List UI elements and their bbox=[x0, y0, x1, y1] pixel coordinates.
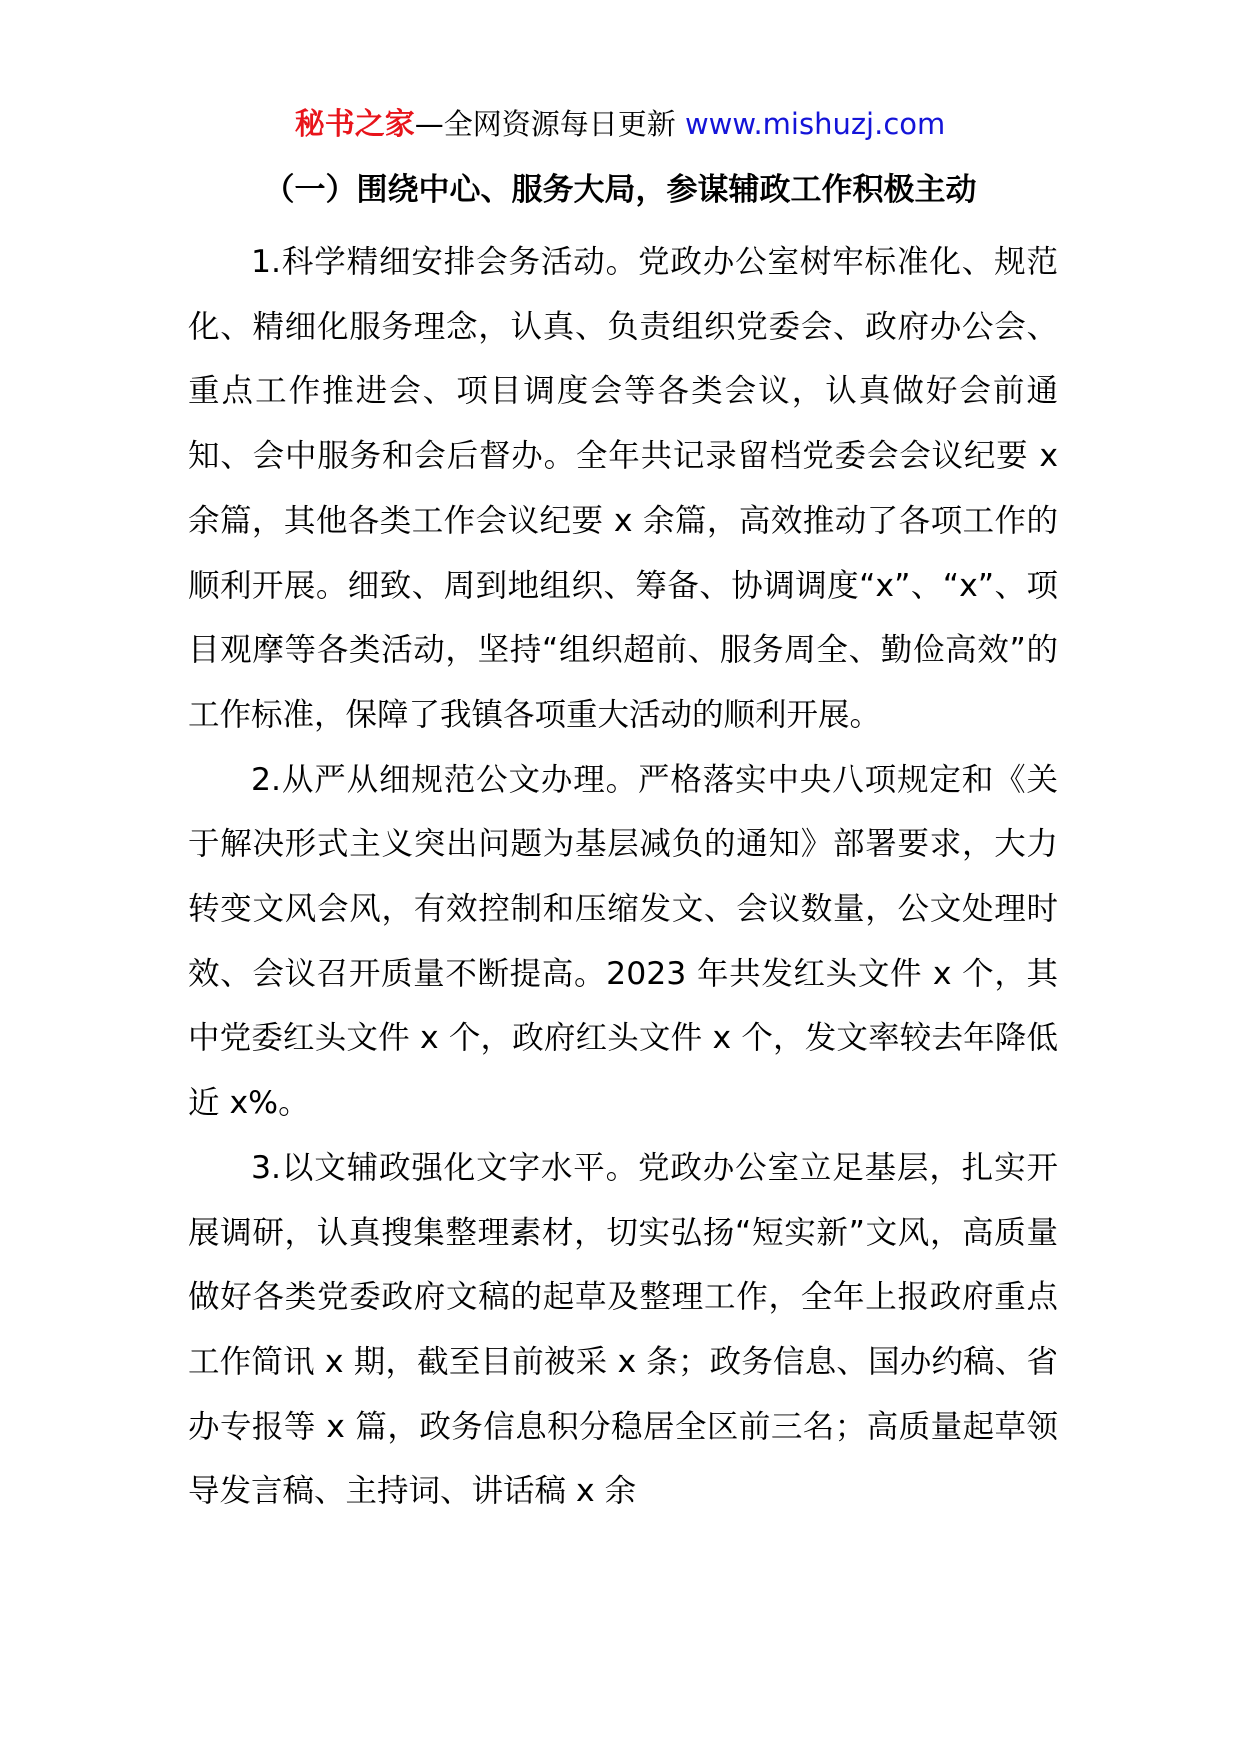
site-url[interactable]: www.mishuzj.com bbox=[684, 107, 946, 141]
paragraph-writing-quality: 3.以文辅政强化文字水平。党政办公室立足基层，扎实开展调研，认真搜集整理素材，切实弘扬“短实新”文风，高质量做好各类党委政府文稿的起草及整理工作，全年上报政府重点工作简讯 x 期，截至目前被采 x 条；政务信息、国办约稿、省办专报等 x 篇，政务信息积分稳居全区前三名；高质量起草领导发言稿、主持词、讲话稿 x 余 bbox=[188, 1149, 1058, 1510]
paragraph-document-handling: 2.从严从细规范公文办理。严格落实中央八项规定和《关于解决形式主义突出问题为基层减负的通知》部署要求，大力转变文风会风，有效控制和压缩发文、会议数量，公文处理时效、会议召开质量不断提高。2023 年共发红头文件 x 个，其中党委红头文件 x 个，政府红头文件 x 个，发文率较去年降低近 x%。 bbox=[188, 761, 1058, 1122]
site-brand: 秘书之家 bbox=[294, 107, 415, 142]
site-tagline: —全网资源每日更新 bbox=[414, 107, 676, 141]
page-header bbox=[0, 104, 1240, 145]
section-heading: （一）围绕中心、服务大局，参谋辅政工作积极主动 bbox=[263, 172, 977, 208]
document-body bbox=[188, 230, 1058, 1524]
paragraph-meeting-arrangements: 1.科学精细安排会务活动。党政办公室树牢标准化、规范化、精细化服务理念，认真、负责组织党委会、政府办公会、重点工作推进会、项目调度会等各类会议，认真做好会前通知、会中服务和会后督办。全年共记录留档党委会会议纪要 x 余篇，其他各类工作会议纪要 x 余篇，高效推动了各项工作的顺利开展。细致、周到地组织、筹备、协调调度“x”、“x”、项目观摩等各类活动，坚持“组织超前、服务周全、勤俭高效”的工作标准，保障了我镇各项重大活动的顺利开展。 bbox=[188, 244, 1058, 733]
